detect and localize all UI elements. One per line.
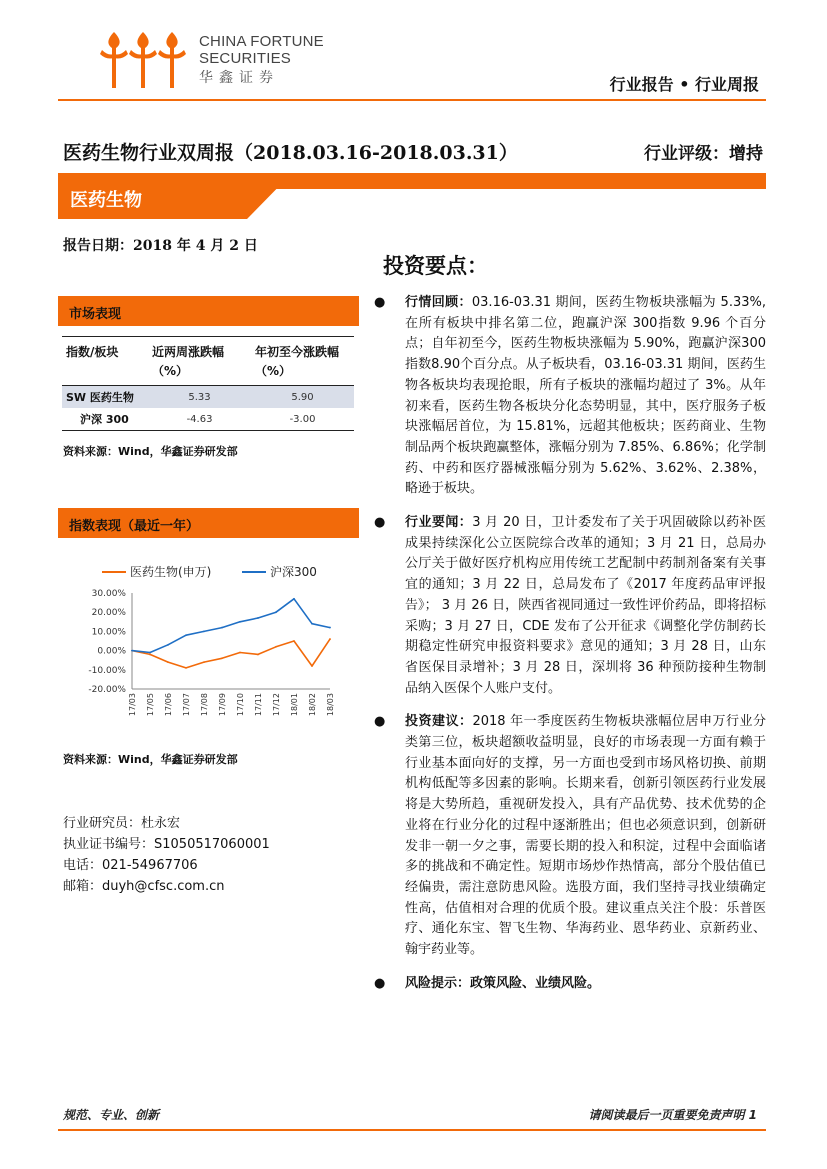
data-point — [329, 627, 331, 629]
data-point — [275, 611, 277, 613]
y-tick-label: 20.00% — [91, 608, 126, 619]
x-tick-label: 17/12 — [272, 693, 281, 717]
y-tick-label: -20.00% — [88, 685, 126, 695]
market-performance-header — [58, 296, 359, 326]
x-tick-label: 17/08 — [200, 693, 209, 717]
point-label: 行业要闻： — [405, 515, 473, 531]
list-item — [374, 712, 766, 960]
footer-divider — [58, 1129, 766, 1131]
brand-name — [199, 33, 324, 87]
data-point — [221, 627, 223, 629]
row-name: 沪深 300 — [62, 408, 148, 431]
data-point — [203, 631, 205, 633]
market-performance-title: 市场表现 — [69, 307, 122, 322]
legend-label: 医药生物(申万) — [130, 565, 212, 579]
list-item — [374, 974, 766, 995]
investment-highlights-title: 投资要点： — [383, 254, 488, 278]
x-tick-label: 17/10 — [236, 693, 245, 717]
analyst-contact — [63, 813, 270, 897]
data-point — [149, 654, 151, 656]
page-title: 医药生物行业双周报（2018.03.16-2018.03.31） — [63, 142, 518, 164]
header-divider — [58, 99, 766, 101]
bullet-icon: ● — [374, 515, 386, 531]
data-point — [329, 638, 331, 640]
legend-label: 沪深300 — [270, 565, 317, 579]
footer-slogan: 规范、专业、创新 — [63, 1108, 160, 1122]
brand-name-en-line1: CHINA FORTUNE — [199, 33, 324, 50]
data-point — [239, 652, 241, 654]
index-chart-header — [58, 508, 359, 538]
x-tick-label: 17/09 — [218, 693, 227, 717]
y-tick-label: 10.00% — [91, 627, 126, 638]
chart-source: 资料来源：Wind，华鑫证券研发部 — [63, 753, 238, 766]
index-line-chart — [62, 557, 362, 737]
data-point — [257, 617, 259, 619]
point-text: 03.16-03.31 期间，医药生物板块涨幅为 5.33%,在所有板块中排名第二位，跑赢沪深 300指数 9.96 个百分点；自年初至今，医药生物板块涨幅为 5.90%，跑赢沪深300指数8.90个百分点。从子板块看，03.16-03.31 期间，医药生物各板块均表现抢眼，所有子板块的涨幅均超过了 3%。从年初来看，医药生物各板块分化态势明显，其中，医疗服务子板块涨幅居首位，为 15.81%，远超其他板块；医药商业、生物制品两个板块跑赢整体，涨幅分别为 7.85%、6.86%；化学制药、中药和医疗器械涨幅分别为 5.62%、3.62%、2.38%，略逊于板块。 — [405, 295, 766, 497]
bullet-icon: ● — [374, 975, 386, 991]
company-logo-icon — [96, 30, 196, 88]
list-item — [374, 293, 766, 500]
two-weeks-value: -4.63 — [148, 408, 251, 431]
two-weeks-value: 5.33 — [148, 386, 251, 409]
point-label: 行情回顾： — [405, 295, 472, 310]
brand-name-cn: 华鑫证券 — [199, 69, 279, 85]
industry-rating: 行业评级：增持 — [644, 144, 763, 164]
brand-name-en-line2: SECURITIES — [199, 50, 292, 67]
y-tick-label: 30.00% — [91, 589, 126, 599]
x-tick-label: 18/01 — [290, 693, 299, 717]
row-name: SW 医药生物 — [62, 386, 148, 409]
market-source: 资料来源：Wind，华鑫证券研发部 — [63, 445, 238, 458]
x-tick-label: 17/05 — [146, 693, 155, 717]
data-point — [185, 634, 187, 636]
col-header-two-weeks: 近两周涨跌幅（%） — [148, 337, 251, 386]
data-point — [221, 657, 223, 659]
data-point — [149, 652, 151, 654]
data-point — [293, 598, 295, 600]
ytd-value: 5.90 — [251, 386, 354, 409]
data-point — [185, 667, 187, 669]
data-point — [293, 640, 295, 642]
x-tick-label: 18/03 — [326, 693, 335, 717]
analyst-name: 行业研究员：杜永宏 — [63, 816, 181, 831]
x-tick-label: 17/03 — [128, 693, 137, 717]
col-header-ytd: 年初至今涨跌幅（%） — [251, 337, 354, 386]
analyst-phone: 电话：021-54967706 — [63, 858, 198, 873]
table-row — [62, 408, 354, 431]
x-tick-label: 17/06 — [164, 693, 173, 717]
data-point — [167, 661, 169, 663]
list-item — [374, 513, 766, 699]
data-point — [203, 661, 205, 663]
point-text: 3 月 20 日，卫计委发布了关于巩固破除以药补医成果持续深化公立医院综合改革的通知；3 月 21 日，总局办公厅关于做好医疗机构应用传统工艺配制中药制剂备案有关事宜的通知；3 月 22 日，总局发布了《2017 年度药品审评报告》； 3 月 26 日，陕西省视同通过一致性评价药品，即将招标采购；3 月 27 日，CDE 发布了公开征求《调整化学仿制药长期稳定性研究申报资料要求》意见的通知；3 月 28 日，山东省医保目录增补；3 月 28 日，深圳将 36 种预防接种生物制品纳入医保个人账户支付。 — [405, 515, 766, 696]
footer-disclaimer: 请阅读最后一页重要免责声明 1 — [588, 1108, 757, 1122]
data-point — [311, 665, 313, 667]
report-date: 报告日期：2018 年 4 月 2 日 — [63, 238, 258, 254]
data-point — [257, 654, 259, 656]
point-text: 2018 年一季度医药生物板块涨幅位居申万行业分类第三位，板块超额收益明显，良好的市场表现一方面有赖于行业基本面向好的支撑，另一方面也受到市场风格切换、前期机构低配等多因素的影响。长期来看，创新引领医药行业发展将是大势所趋，重视研发投入，具有产品优势、技术优势的企业将在行业分化的过程中逐渐胜出；但也必须意识到，创新研发非一朝一夕之事，需要长期的投入和积淀，过程中会面临诸多的挑战和不确定性。短期市场炒作热情高，部分个股估值已经偏贵，需注意防患风险。选股方面，我们坚持寻找业绩确定性高，估值相对合理的优质个股。建议重点关注个股：乐普医疗、通化东宝、智飞生物、华海药业、恩华药业、京新药业、翰宇药业等。 — [405, 714, 766, 958]
section-label: 医药生物 — [70, 190, 142, 211]
data-point — [311, 623, 313, 625]
data-point — [131, 650, 133, 652]
point-text: 政策风险、业绩风险。 — [470, 975, 601, 991]
y-tick-label: -10.00% — [88, 665, 126, 676]
analyst-cert: 执业证书编号：S1050517060001 — [63, 837, 270, 852]
point-label: 投资建议： — [405, 714, 473, 730]
index-chart-title: 指数表现（最近一年） — [69, 519, 200, 534]
ytd-value: -3.00 — [251, 408, 354, 431]
bullet-icon: ● — [374, 714, 386, 730]
analyst-email[interactable]: 邮箱：duyh@cfsc.com.cn — [63, 879, 225, 894]
data-point — [239, 621, 241, 623]
point-label: 风险提示： — [405, 975, 471, 991]
data-point — [275, 646, 277, 648]
y-tick-label: 0.00% — [97, 646, 126, 657]
col-header-index: 指数/板块 — [62, 337, 148, 386]
x-tick-label: 18/02 — [308, 693, 317, 717]
bullet-icon: ● — [374, 295, 386, 310]
data-point — [167, 644, 169, 646]
x-tick-label: 17/07 — [182, 693, 191, 717]
investment-points — [374, 293, 766, 1008]
report-type: 行业报告 • 行业周报 — [609, 75, 759, 94]
series-line — [132, 599, 330, 653]
market-table — [62, 336, 354, 431]
x-tick-label: 17/11 — [254, 693, 263, 717]
table-row — [62, 386, 354, 409]
series-line — [132, 639, 330, 668]
